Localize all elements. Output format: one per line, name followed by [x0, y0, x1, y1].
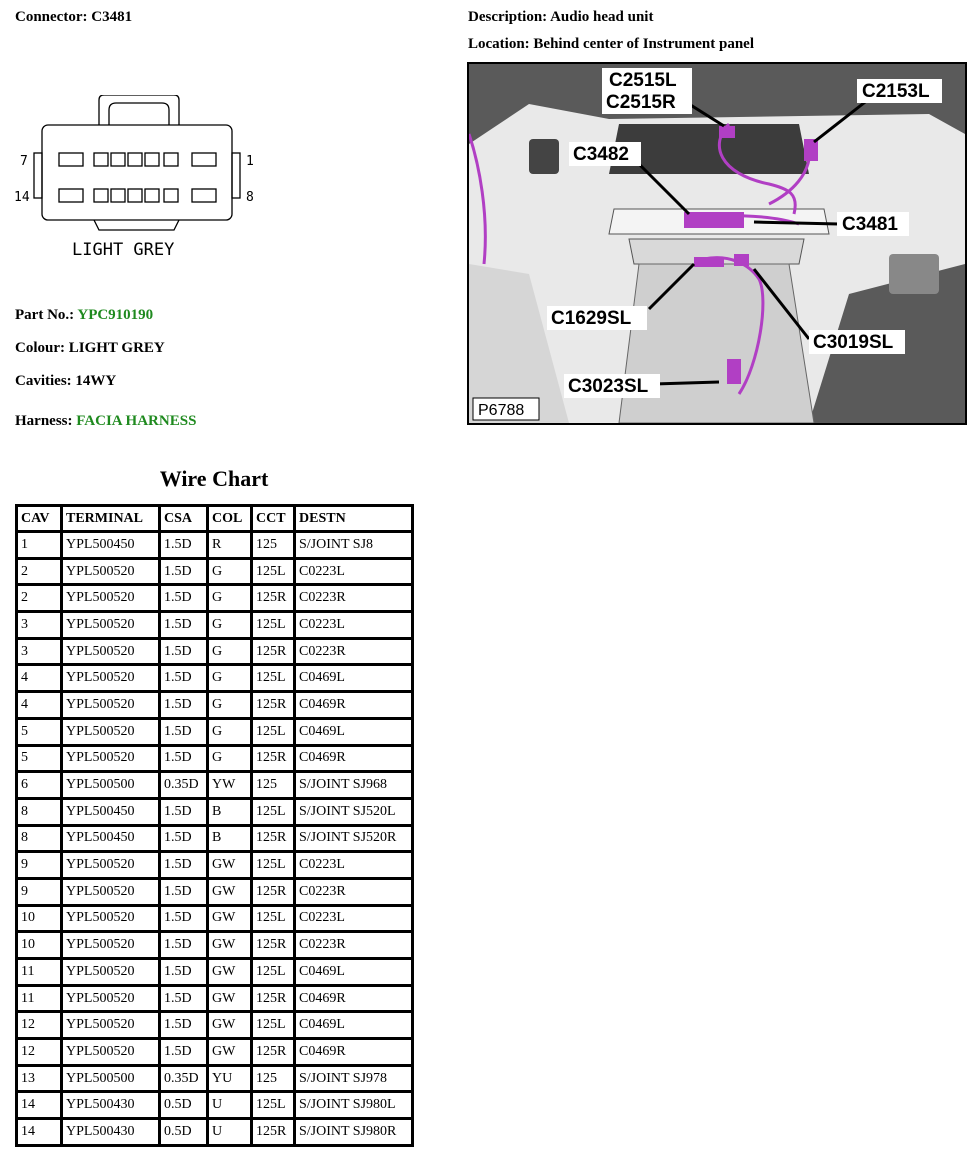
cell-destn: C0469L: [295, 665, 413, 692]
cell-csa: 1.5D: [160, 1012, 208, 1039]
connector-label: Connector:: [15, 9, 88, 25]
cell-col: G: [208, 745, 252, 772]
cavities-label: Cavities:: [15, 373, 72, 389]
cell-destn: C0469L: [295, 718, 413, 745]
cell-csa: 0.35D: [160, 772, 208, 799]
colour-value: LIGHT GREY: [68, 340, 165, 356]
pin-label-14: 14: [14, 190, 30, 205]
callout-c3023sl: C3023SL: [568, 376, 649, 397]
cell-col: GW: [208, 1012, 252, 1039]
cell-terminal: YPL500520: [62, 1012, 160, 1039]
cell-col: GW: [208, 852, 252, 879]
cell-destn: S/JOINT SJ8: [295, 532, 413, 559]
cell-csa: 1.5D: [160, 718, 208, 745]
cell-cav: 12: [17, 1039, 62, 1066]
cell-col: B: [208, 798, 252, 825]
cell-cav: 11: [17, 985, 62, 1012]
table-row: [17, 745, 413, 772]
callout-c2153l: C2153L: [862, 81, 930, 102]
cell-cct: 125L: [252, 798, 295, 825]
cell-col: YW: [208, 772, 252, 799]
cell-csa: 1.5D: [160, 1039, 208, 1066]
cell-destn: C0223L: [295, 852, 413, 879]
cell-col: G: [208, 638, 252, 665]
cell-col: GW: [208, 905, 252, 932]
cell-col: GW: [208, 932, 252, 959]
cell-cct: 125R: [252, 1039, 295, 1066]
table-row: [17, 959, 413, 986]
header-cav: CAV: [17, 506, 62, 532]
table-row: [17, 1065, 413, 1092]
cell-cct: 125L: [252, 905, 295, 932]
part-number-label: Part No.:: [15, 307, 75, 323]
location-photo: [467, 62, 967, 425]
pin-label-1: 1: [246, 154, 254, 169]
cell-col: GW: [208, 1039, 252, 1066]
dashboard-illustration: [469, 64, 965, 423]
header-destn: DESTN: [295, 506, 413, 532]
cell-terminal: YPL500520: [62, 585, 160, 612]
cell-cct: 125L: [252, 612, 295, 639]
table-row: [17, 718, 413, 745]
cell-destn: C0223R: [295, 932, 413, 959]
harness-label: Harness:: [15, 413, 73, 429]
cell-cav: 11: [17, 959, 62, 986]
cell-cav: 10: [17, 932, 62, 959]
table-row: [17, 905, 413, 932]
cell-destn: C0223L: [295, 905, 413, 932]
cell-cav: 9: [17, 852, 62, 879]
table-row: [17, 665, 413, 692]
pin-label-8: 8: [246, 190, 254, 205]
colour-label: Colour:: [15, 340, 65, 356]
table-row: [17, 825, 413, 852]
cell-cct: 125L: [252, 959, 295, 986]
table-row: [17, 558, 413, 585]
location-label: Location:: [468, 36, 530, 52]
cell-col: G: [208, 558, 252, 585]
cell-terminal: YPL500430: [62, 1119, 160, 1146]
pin-label-7: 7: [20, 154, 28, 169]
cell-destn: C0223R: [295, 638, 413, 665]
header-col: COL: [208, 506, 252, 532]
cell-cct: 125: [252, 1065, 295, 1092]
wire-chart-title: Wire Chart: [159, 466, 269, 491]
cell-destn: C0469R: [295, 1039, 413, 1066]
cell-csa: 1.5D: [160, 852, 208, 879]
cell-cav: 12: [17, 1012, 62, 1039]
cell-terminal: YPL500520: [62, 638, 160, 665]
cell-cav: 8: [17, 825, 62, 852]
cell-cct: 125R: [252, 745, 295, 772]
cell-cct: 125: [252, 532, 295, 559]
table-row: [17, 772, 413, 799]
harness-link[interactable]: FACIA HARNESS: [76, 413, 197, 429]
cavities-line: [15, 373, 116, 390]
cell-cct: 125L: [252, 665, 295, 692]
cell-terminal: YPL500500: [62, 772, 160, 799]
wire-chart-table: [15, 504, 414, 1147]
table-row: [17, 1039, 413, 1066]
callout-c1629sl: C1629SL: [551, 308, 632, 329]
cell-destn: C0223R: [295, 878, 413, 905]
cell-csa: 1.5D: [160, 985, 208, 1012]
description-value: Audio head unit: [550, 9, 654, 25]
table-row: [17, 932, 413, 959]
cell-csa: 0.5D: [160, 1119, 208, 1146]
harness-line: [15, 413, 196, 430]
cell-col: U: [208, 1092, 252, 1119]
cell-col: G: [208, 665, 252, 692]
cell-cct: 125L: [252, 1092, 295, 1119]
cell-terminal: YPL500520: [62, 558, 160, 585]
cell-terminal: YPL500520: [62, 905, 160, 932]
description-line: [468, 9, 653, 26]
cell-terminal: YPL500520: [62, 745, 160, 772]
cell-csa: 0.35D: [160, 1065, 208, 1092]
table-row: [17, 1119, 413, 1146]
cavities-value: 14WY: [75, 373, 117, 389]
cell-terminal: YPL500520: [62, 959, 160, 986]
cell-cav: 2: [17, 585, 62, 612]
table-row: [17, 798, 413, 825]
part-number-line: [15, 307, 153, 324]
figure-id: P6788: [478, 402, 525, 419]
cell-terminal: YPL500450: [62, 798, 160, 825]
cell-terminal: YPL500520: [62, 852, 160, 879]
cell-col: GW: [208, 985, 252, 1012]
cell-cct: 125: [252, 772, 295, 799]
table-row: [17, 985, 413, 1012]
cell-col: YU: [208, 1065, 252, 1092]
cell-cct: 125L: [252, 718, 295, 745]
cell-cct: 125R: [252, 932, 295, 959]
connector-face-diagram: [14, 95, 264, 270]
cell-cav: 5: [17, 745, 62, 772]
cell-col: GW: [208, 959, 252, 986]
cell-csa: 1.5D: [160, 638, 208, 665]
table-row: [17, 612, 413, 639]
cell-csa: 1.5D: [160, 665, 208, 692]
cell-cct: 125L: [252, 852, 295, 879]
cell-cav: 3: [17, 612, 62, 639]
cell-destn: C0469R: [295, 692, 413, 719]
cell-csa: 1.5D: [160, 532, 208, 559]
cell-csa: 0.5D: [160, 1092, 208, 1119]
cell-cav: 8: [17, 798, 62, 825]
cell-col: G: [208, 718, 252, 745]
table-row: [17, 878, 413, 905]
cell-destn: C0469R: [295, 985, 413, 1012]
location-line: [468, 36, 754, 53]
header-csa: CSA: [160, 506, 208, 532]
cell-terminal: YPL500520: [62, 878, 160, 905]
cell-csa: 1.5D: [160, 825, 208, 852]
cell-cav: 6: [17, 772, 62, 799]
callout-c2515l: C2515L: [609, 70, 677, 91]
cell-destn: C0223R: [295, 585, 413, 612]
cell-cct: 125R: [252, 985, 295, 1012]
cell-terminal: YPL500520: [62, 985, 160, 1012]
cell-terminal: YPL500520: [62, 612, 160, 639]
cell-csa: 1.5D: [160, 878, 208, 905]
callout-c3019sl: C3019SL: [813, 332, 894, 353]
cell-destn: C0223L: [295, 612, 413, 639]
cell-col: R: [208, 532, 252, 559]
cell-terminal: YPL500520: [62, 932, 160, 959]
table-row: [17, 692, 413, 719]
cell-csa: 1.5D: [160, 798, 208, 825]
cell-cct: 125R: [252, 692, 295, 719]
cell-csa: 1.5D: [160, 745, 208, 772]
location-value: Behind center of Instrument panel: [533, 36, 754, 52]
colour-line: [15, 340, 165, 357]
cell-destn: C0469L: [295, 959, 413, 986]
cell-terminal: YPL500520: [62, 1039, 160, 1066]
cell-cav: 14: [17, 1092, 62, 1119]
cell-cav: 13: [17, 1065, 62, 1092]
table-row: [17, 638, 413, 665]
description-label: Description:: [468, 9, 548, 25]
connector-id: C3481: [91, 9, 133, 25]
cell-cav: 14: [17, 1119, 62, 1146]
cell-cct: 125R: [252, 585, 295, 612]
cell-terminal: YPL500430: [62, 1092, 160, 1119]
table-row: [17, 585, 413, 612]
cell-terminal: YPL500500: [62, 1065, 160, 1092]
cell-destn: S/JOINT SJ520L: [295, 798, 413, 825]
cell-csa: 1.5D: [160, 612, 208, 639]
table-row: [17, 1012, 413, 1039]
table-header-row: [17, 506, 413, 532]
cell-csa: 1.5D: [160, 905, 208, 932]
cell-terminal: YPL500450: [62, 532, 160, 559]
cell-col: U: [208, 1119, 252, 1146]
cell-cct: 125R: [252, 638, 295, 665]
cell-col: G: [208, 692, 252, 719]
table-row: [17, 852, 413, 879]
part-number-link[interactable]: YPC910190: [77, 307, 154, 323]
cell-destn: S/JOINT SJ978: [295, 1065, 413, 1092]
table-row: [17, 1092, 413, 1119]
cell-destn: S/JOINT SJ980L: [295, 1092, 413, 1119]
connector-color-label: LIGHT GREY: [72, 240, 175, 260]
callout-c3482: C3482: [573, 144, 629, 165]
cell-cav: 1: [17, 532, 62, 559]
callout-c3481: C3481: [842, 214, 898, 235]
callout-c2515r: C2515R: [606, 92, 676, 113]
wire-chart-body: [17, 532, 413, 1146]
cell-cav: 3: [17, 638, 62, 665]
cell-cav: 9: [17, 878, 62, 905]
cell-destn: S/JOINT SJ980R: [295, 1119, 413, 1146]
table-row: [17, 532, 413, 559]
cell-col: B: [208, 825, 252, 852]
cell-cav: 4: [17, 692, 62, 719]
cell-csa: 1.5D: [160, 692, 208, 719]
cell-terminal: YPL500520: [62, 718, 160, 745]
cell-destn: C0469L: [295, 1012, 413, 1039]
cell-cct: 125R: [252, 878, 295, 905]
header-cct: CCT: [252, 506, 295, 532]
cell-col: GW: [208, 878, 252, 905]
cell-cct: 125R: [252, 1119, 295, 1146]
header-terminal: TERMINAL: [62, 506, 160, 532]
cell-cct: 125R: [252, 825, 295, 852]
cell-csa: 1.5D: [160, 959, 208, 986]
cell-cct: 125L: [252, 558, 295, 585]
cell-terminal: YPL500520: [62, 692, 160, 719]
cell-cct: 125L: [252, 1012, 295, 1039]
connector-heading: [15, 9, 132, 26]
cell-csa: 1.5D: [160, 558, 208, 585]
cell-csa: 1.5D: [160, 932, 208, 959]
cell-terminal: YPL500520: [62, 665, 160, 692]
cell-terminal: YPL500450: [62, 825, 160, 852]
cell-destn: S/JOINT SJ968: [295, 772, 413, 799]
cell-cav: 5: [17, 718, 62, 745]
cell-csa: 1.5D: [160, 585, 208, 612]
cell-cav: 10: [17, 905, 62, 932]
cell-cav: 2: [17, 558, 62, 585]
cell-cav: 4: [17, 665, 62, 692]
cell-destn: C0223L: [295, 558, 413, 585]
cell-destn: S/JOINT SJ520R: [295, 825, 413, 852]
cell-col: G: [208, 585, 252, 612]
cell-col: G: [208, 612, 252, 639]
cell-destn: C0469R: [295, 745, 413, 772]
